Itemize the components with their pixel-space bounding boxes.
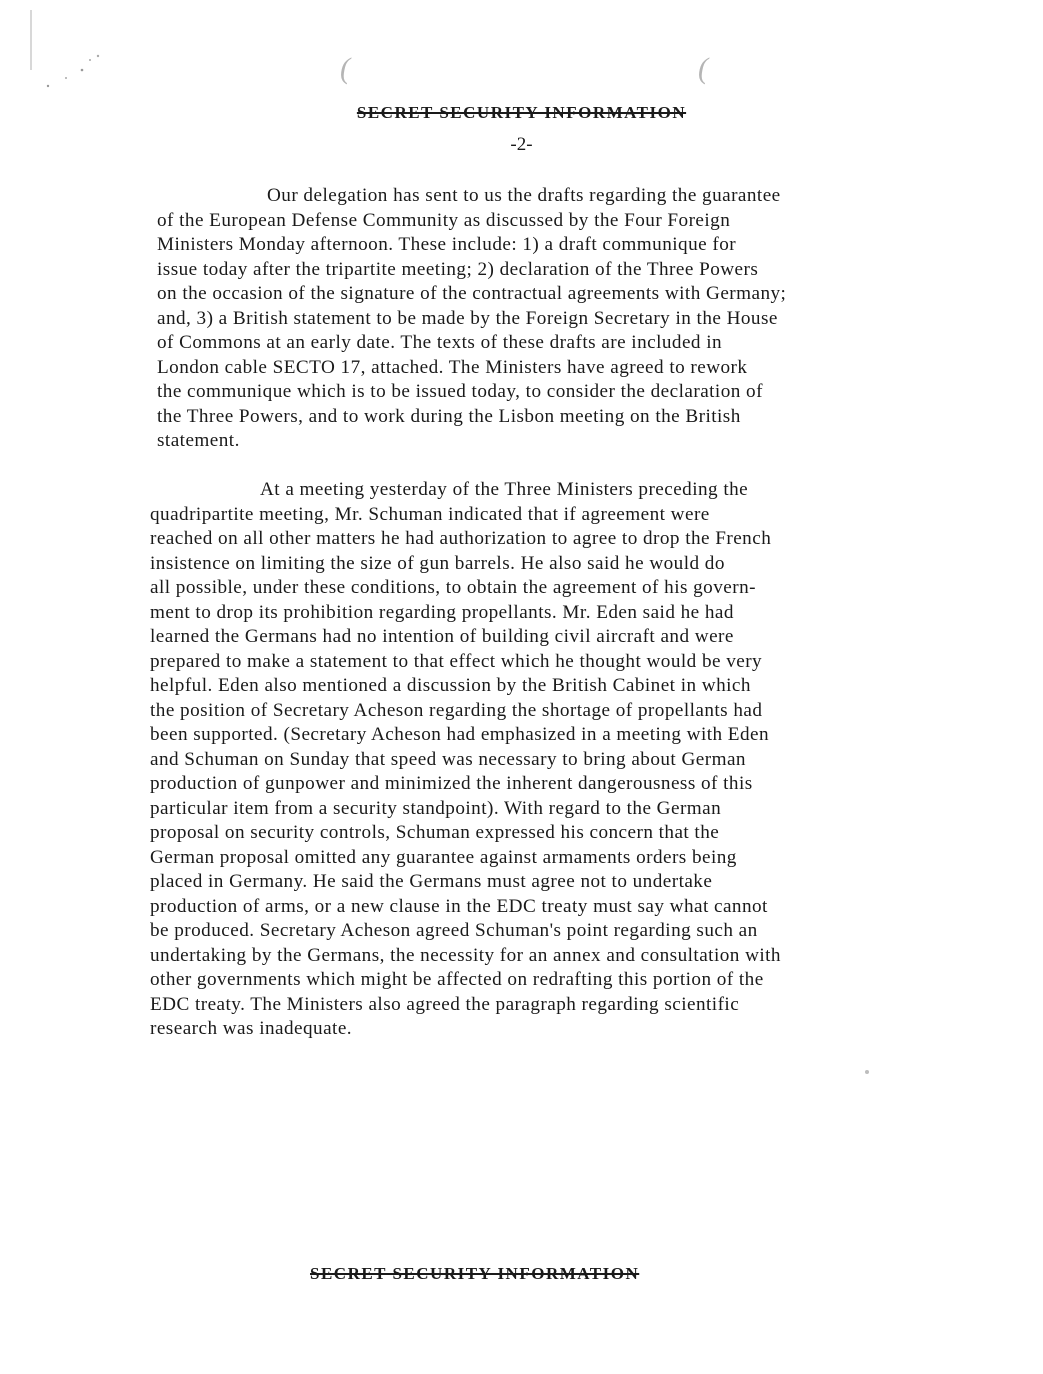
- paragraph-line: London cable SECTO 17, attached. The Ministers have agreed to rework: [157, 356, 748, 378]
- paragraph-line: research was inadequate.: [150, 1018, 353, 1039]
- paragraph-line: undertaking by the Germans, the necessity for an annex and consultation with: [150, 944, 781, 966]
- paragraph-line: helpful. Eden also mentioned a discussion by the British Cabinet in which: [150, 675, 751, 696]
- page-edge-shadow: [30, 10, 32, 70]
- paragraph-line: the position of Secretary Acheson regarding the shortage of propellants had: [150, 699, 763, 721]
- paragraph-line: Our delegation has sent to us the drafts regarding the guarantee: [267, 185, 781, 206]
- paragraph-line: issue today after the tripartite meeting; 2) declaration of the Three Powers: [157, 258, 759, 280]
- paragraph-line: statement.: [157, 430, 240, 451]
- page-number: -2-: [510, 134, 533, 155]
- punch-mark-left: (: [340, 52, 350, 85]
- paragraph-line: particular item from a security standpoint). With regard to the German: [150, 797, 722, 819]
- paragraph-1: [157, 184, 995, 454]
- paragraph-line: of the European Defense Community as discussed by the Four Foreign: [157, 209, 731, 231]
- paragraph-line: learned the Germans had no intention of building civil aircraft and were: [150, 626, 734, 647]
- paragraph-2: [150, 478, 988, 1042]
- paragraph-line: prepared to make a statement to that effect which he thought would be very: [150, 650, 763, 672]
- paragraph-line: EDC treaty. The Ministers also agreed the paragraph regarding scientific: [150, 993, 740, 1015]
- paragraph-line: the Three Powers, and to work during the Lisbon meeting on the British: [157, 405, 741, 427]
- classification-header: SECRET SECURITY INFORMATION: [356, 103, 687, 122]
- paragraph-line: and, 3) a British statement to be made by the Foreign Secretary in the House: [157, 307, 778, 329]
- paragraph-line: been supported. (Secretary Acheson had emphasized in a meeting with Eden: [150, 724, 770, 745]
- paragraph-line: At a meeting yesterday of the Three Ministers preceding the: [260, 479, 749, 500]
- classification-footer: SECRET SECURITY INFORMATION: [310, 1264, 640, 1283]
- paragraph-line: and Schuman on Sunday that speed was necessary to bring about German: [150, 748, 746, 770]
- paragraph-line: production of arms, or a new clause in the EDC treaty must say what cannot: [150, 895, 768, 917]
- paragraph-line: insistence on limiting the size of gun barrels. He also said he would do: [150, 552, 725, 574]
- paragraph-line: other governments which might be affected on redrafting this portion of the: [150, 969, 764, 990]
- paragraph-line: ment to drop its prohibition regarding propellants. Mr. Eden said he had: [150, 601, 734, 623]
- punch-mark-right: (: [698, 52, 708, 85]
- paragraph-line: German proposal omitted any guarantee against armaments orders being: [150, 846, 737, 868]
- paragraph-line: Ministers Monday afternoon. These include: 1) a draft communique for: [157, 234, 737, 255]
- paragraph-line: proposal on security controls, Schuman expressed his concern that the: [150, 822, 720, 843]
- paragraph-line: quadripartite meeting, Mr. Schuman indicated that if agreement were: [150, 503, 710, 525]
- paragraph-line: the communique which is to be issued today, to consider the declaration of: [157, 381, 763, 402]
- ink-speck: [865, 1070, 869, 1074]
- paragraph-line: production of gunpower and minimized the inherent dangerousness of this: [150, 773, 753, 794]
- paragraph-line: of Commons at an early date. The texts of these drafts are included in: [157, 332, 723, 353]
- paragraph-line: all possible, under these conditions, to obtain the agreement of his govern-: [150, 577, 756, 598]
- paragraph-line: be produced. Secretary Acheson agreed Schuman's point regarding such an: [150, 920, 758, 941]
- paragraph-line: on the occasion of the signature of the contractual agreements with Germany;: [157, 283, 787, 304]
- ink-specks: [38, 50, 108, 90]
- paragraph-line: placed in Germany. He said the Germans must agree not to undertake: [150, 871, 713, 892]
- paragraph-line: reached on all other matters he had authorization to agree to drop the French: [150, 528, 772, 549]
